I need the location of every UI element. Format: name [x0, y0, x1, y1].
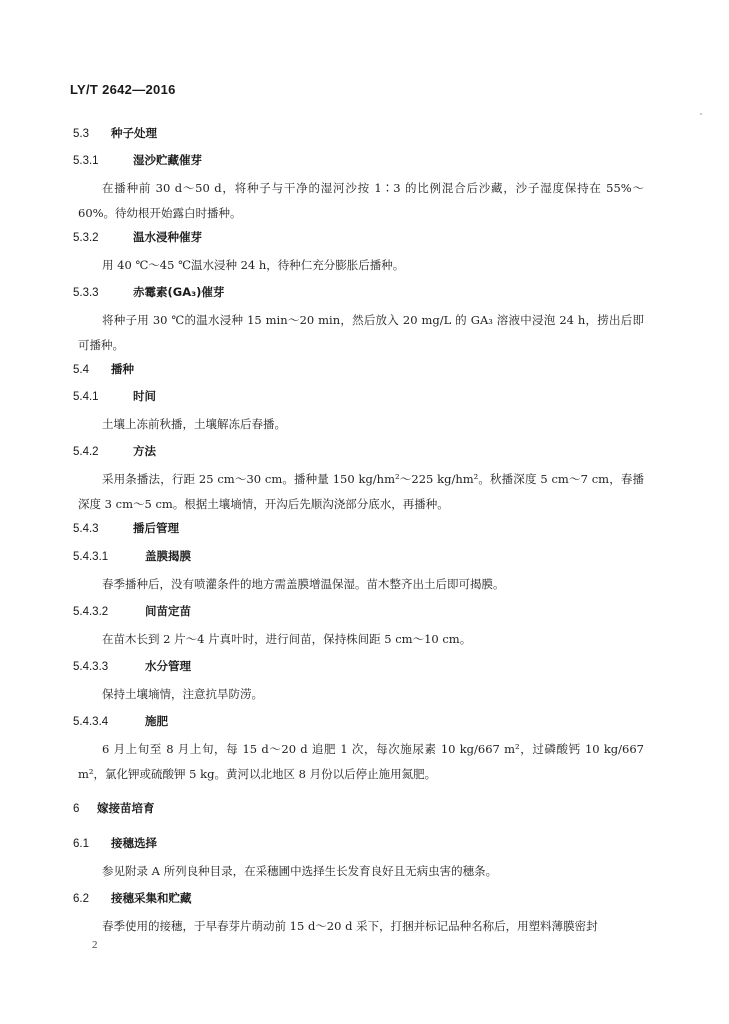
section-number: 5.4.3.4 [73, 716, 109, 728]
section-title: 盖膜揭膜 [145, 549, 191, 563]
section-title: 接穗选择 [111, 836, 157, 850]
section-title: 间苗定苗 [145, 604, 191, 618]
section-number: 5.3.2 [73, 232, 99, 244]
section-title: 湿沙贮藏催芽 [133, 153, 202, 167]
section-title: 接穗采集和贮藏 [111, 891, 192, 905]
section-heading [73, 388, 156, 404]
section-title: 播后管理 [133, 521, 179, 535]
section-heading [73, 125, 157, 141]
paragraph: 参见附录 A 所列良种目录，在采穗圃中选择生长发育良好且无病虫害的穗条。 [102, 864, 498, 878]
section-heading [73, 361, 134, 377]
paragraph: 6 月上旬至 8 月上旬，每 15 d～20 d 追肥 1 次，每次施尿素 10 kg/667 m²，过磷酸钙 10 kg/667 m²，氯化钾或硫酸钾 5 kg。黄河以北地区 8 月份以后停止施用氮肥。 [78, 742, 644, 781]
section-number: 5.4.3.2 [73, 606, 109, 618]
paragraph: 春季播种后，没有喷灌条件的地方需盖膜增温保湿。苗木整齐出土后即可揭膜。 [102, 577, 505, 591]
paragraph: 春季使用的接穗，于早春芽片萌动前 15 d～20 d 采下，打捆并标记品种名称后，用塑料薄膜密封 [102, 919, 598, 933]
section-heading [73, 658, 191, 674]
paragraph: 用 40 ℃～45 ℃温水浸种 24 h，待种仁充分膨胀后播种。 [102, 258, 405, 272]
section-number: 6.1 [73, 838, 89, 850]
section-heading [73, 520, 179, 536]
section-heading [73, 603, 191, 619]
section-number: 5.4 [73, 364, 89, 376]
section-number: 5.3.1 [73, 155, 99, 167]
section-title: 施肥 [145, 714, 168, 728]
section-title: 温水浸种催芽 [133, 230, 202, 244]
section-number: 6 [73, 803, 80, 815]
section-number: 5.4.1 [73, 391, 99, 403]
section-number: 5.4.3.1 [73, 551, 109, 563]
paragraph: 保持土壤墒情，注意抗旱防涝。 [102, 687, 263, 701]
section-title: 方法 [133, 444, 156, 458]
paragraph: 采用条播法，行距 25 cm～30 cm。播种量 150 kg/hm²～225 kg/hm²。秋播深度 5 cm～7 cm，春播深度 3 cm～5 cm。根据土壤墒情，开沟后先顺沟浇部分底水，再播种。 [78, 472, 644, 511]
paragraph: 土壤上冻前秋播，土壤解冻后春播。 [102, 417, 286, 431]
section-title: 播种 [111, 362, 134, 376]
section-title: 种子处理 [111, 126, 157, 140]
section-number: 5.3.3 [73, 287, 99, 299]
section-title: 嫁接苗培育 [97, 801, 155, 815]
paragraph: 将种子用 30 ℃的温水浸种 15 min～20 min，然后放入 20 mg/L 的 GA₃ 溶液中浸泡 24 h，捞出后即可播种。 [78, 313, 644, 352]
section-number: 5.4.2 [73, 446, 99, 458]
section-heading [73, 548, 191, 564]
section-heading [73, 443, 156, 459]
standard-code: LY/T 2642—2016 [70, 82, 176, 97]
section-title: 水分管理 [145, 659, 191, 673]
page-number: 2 [92, 939, 98, 951]
section-number: 5.4.3 [73, 523, 99, 535]
section-heading [73, 890, 192, 906]
paragraph: 在播种前 30 d～50 d，将种子与干净的湿河沙按 1∶3 的比例混合后沙藏，沙子湿度保持在 55%～60%。待幼根开始露白时播种。 [78, 181, 644, 220]
section-number: 6.2 [73, 893, 89, 905]
section-number: 5.3 [73, 128, 89, 140]
section-title: 赤霉素(GA₃)催芽 [133, 285, 225, 299]
paragraph: 在苗木长到 2 片～4 片真叶时，进行间苗，保持株间距 5 cm～10 cm。 [102, 632, 472, 646]
section-number: 5.4.3.3 [73, 661, 109, 673]
section-heading [73, 835, 157, 851]
scan-speck [700, 113, 702, 115]
section-heading [73, 284, 224, 300]
section-heading [73, 152, 202, 168]
section-heading [73, 800, 155, 816]
section-heading [73, 229, 202, 245]
section-heading [73, 713, 168, 729]
section-title: 时间 [133, 389, 156, 403]
